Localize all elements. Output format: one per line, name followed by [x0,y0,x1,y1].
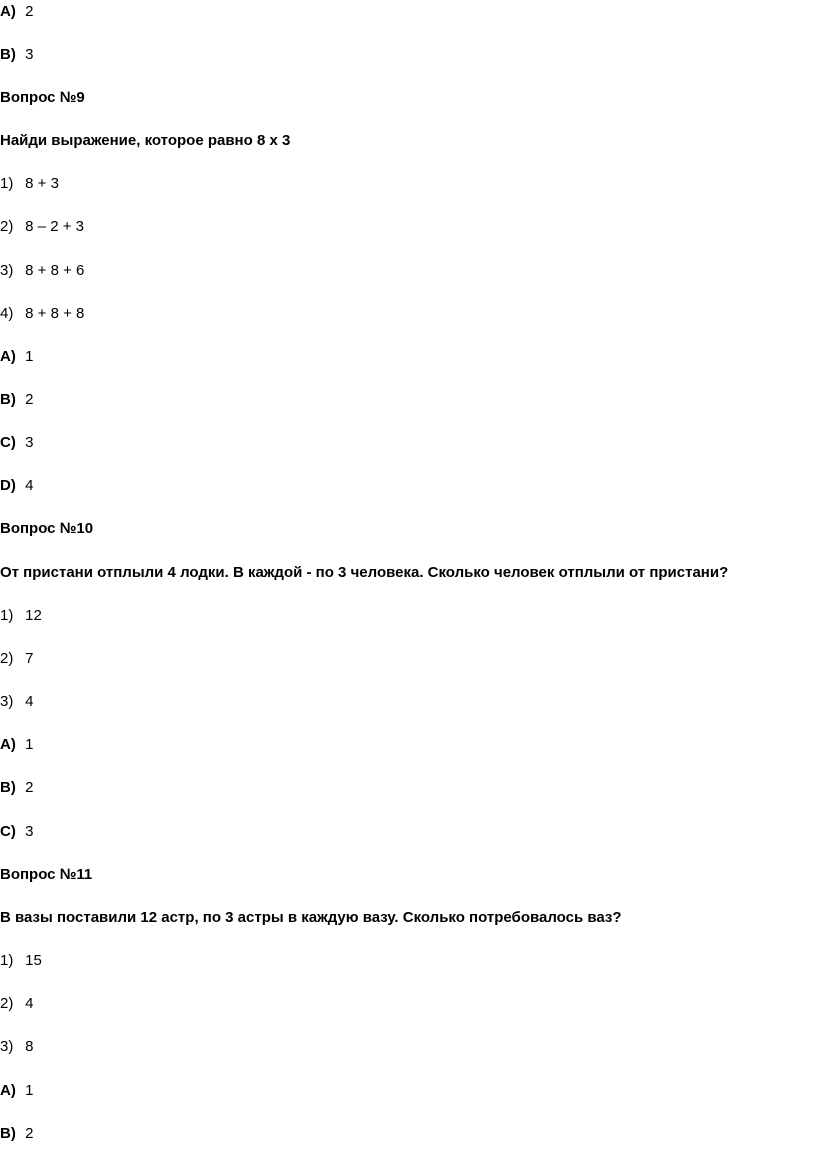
option-value: 8 – 2 + 3 [25,218,84,235]
option-value: 8 + 8 + 8 [25,305,85,322]
answer-row [0,43,34,67]
option-value: 12 [25,607,42,624]
option-value: 8 + 3 [25,175,59,192]
option-row [0,215,84,239]
answer-label: C) [0,434,16,451]
option-label: 1) [0,607,14,624]
answer-row [0,345,34,369]
option-row [0,259,84,283]
option-row [0,302,84,326]
answer-value: 1 [25,348,34,365]
option-row [0,172,59,196]
question-title: Вопрос №11 [0,866,93,883]
answer-label: B) [0,391,16,408]
option-label: 3) [0,1038,14,1055]
answer-value: 3 [25,434,34,451]
answer-value: 2 [25,779,34,796]
question-text: От пристани отплыли 4 лодки. В каждой - по 3 человека. Сколько человек отплыли от пристани? [0,564,729,581]
answer-row [0,431,34,455]
answer-value: 2 [25,1125,34,1142]
answer-label: B) [0,1125,16,1142]
answer-label: A) [0,736,16,753]
question-title: Вопрос №10 [0,520,94,537]
answer-label: A) [0,348,16,365]
answer-value: 1 [25,736,34,753]
answer-label: A) [0,1082,16,1099]
option-row [0,647,34,671]
question-text: Найди выражение, которое равно 8 х 3 [0,132,291,149]
option-label: 2) [0,995,14,1012]
option-label: 2) [0,218,14,235]
option-row [0,992,34,1016]
answer-label: B) [0,779,16,796]
question-title: Вопрос №9 [0,89,85,106]
option-row [0,604,42,628]
question-text: В вазы поставили 12 астр, по 3 астры в каждую вазу. Сколько потребовалось ваз? [0,909,622,926]
option-label: 2) [0,650,14,667]
option-value: 4 [25,693,34,710]
option-label: 1) [0,175,14,192]
option-row [0,1035,34,1059]
option-value: 7 [25,650,34,667]
option-label: 4) [0,305,14,322]
option-label: 3) [0,693,14,710]
answer-value: 1 [25,1082,34,1099]
answer-row [0,0,34,24]
option-value: 8 + 8 + 6 [25,262,85,279]
answer-label: A) [0,3,16,20]
answer-value: 2 [25,391,34,408]
option-value: 8 [25,1038,34,1055]
answer-label: B) [0,46,16,63]
answer-value: 3 [25,823,34,840]
answer-row [0,388,34,412]
answer-value: 3 [25,46,34,63]
option-row [0,949,42,973]
option-label: 3) [0,262,14,279]
answer-row [0,733,34,757]
option-value: 15 [25,952,42,969]
option-label: 1) [0,952,14,969]
answer-row [0,776,34,800]
answer-value: 4 [25,477,34,494]
answer-value: 2 [25,3,34,20]
answer-row [0,1122,34,1146]
option-row [0,690,34,714]
answer-row [0,1079,34,1103]
answer-row [0,820,34,844]
answer-row [0,474,34,498]
option-value: 4 [25,995,34,1012]
answer-label: C) [0,823,16,840]
answer-label: D) [0,477,16,494]
